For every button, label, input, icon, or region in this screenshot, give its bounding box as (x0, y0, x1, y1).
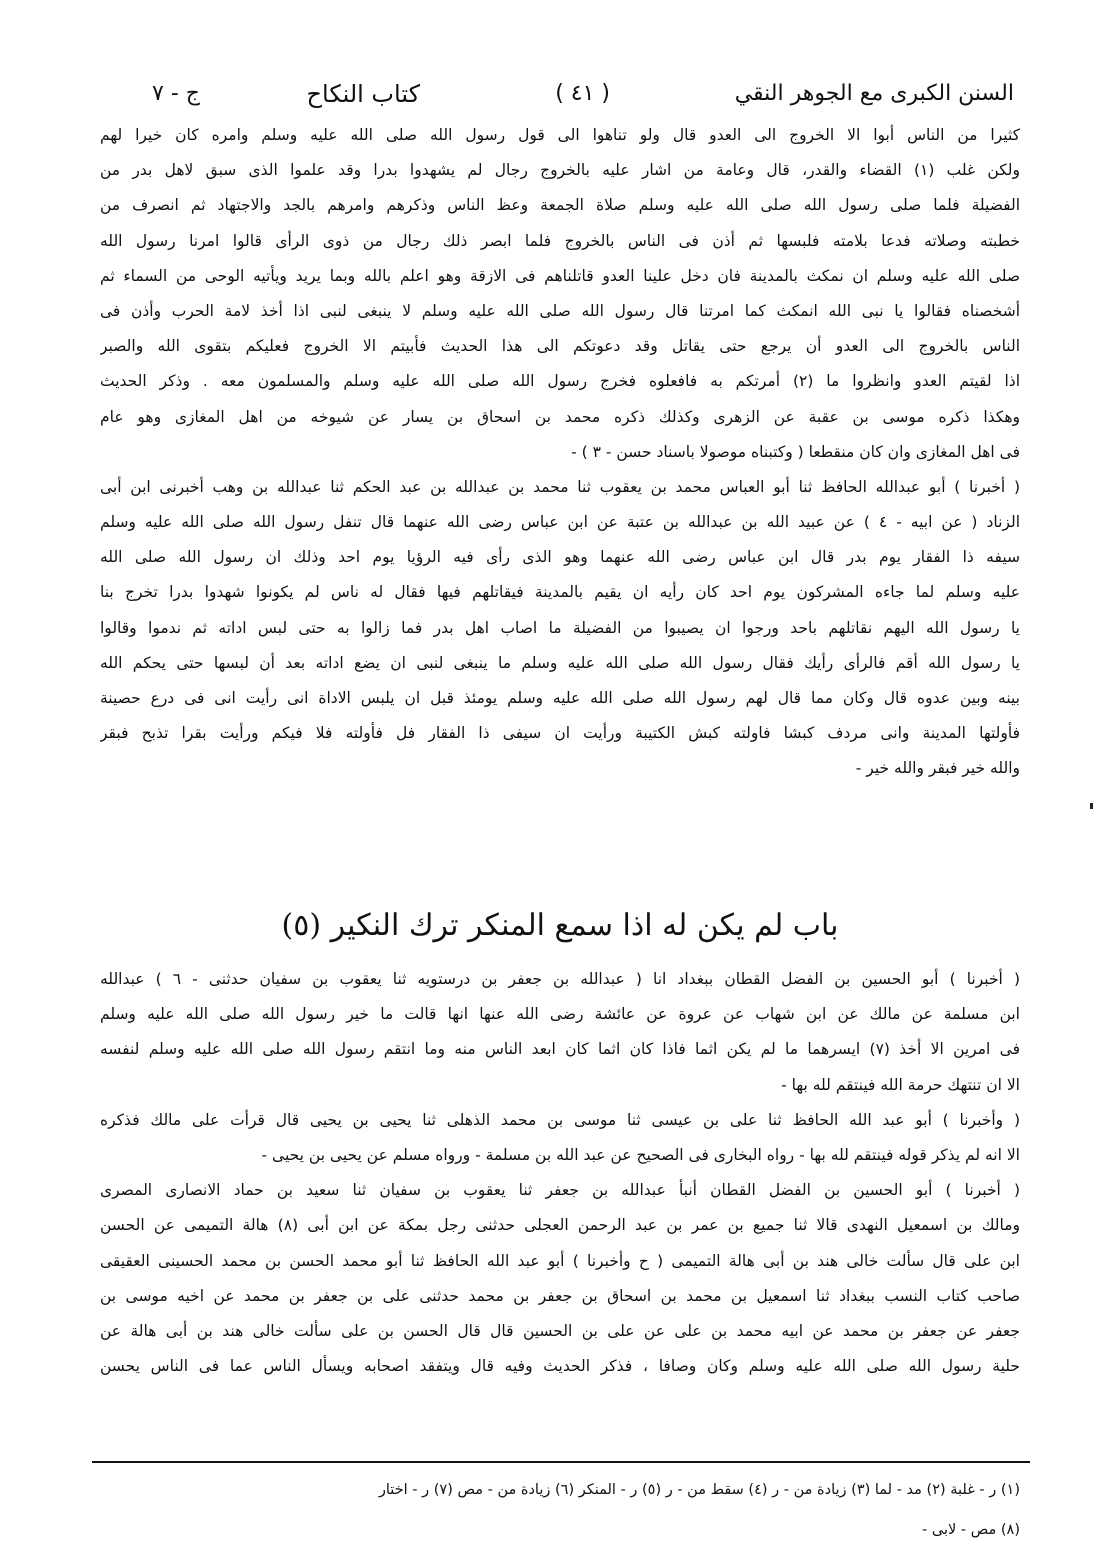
text-line: الزناد ( عن ابيه - ٤ ) عن عبيد الله بن عبدالله بن عتبة عن ابن عباس رضى الله عنهما قال تنفل رسول الله صلى الله عليه وسلم (100, 513, 1020, 532)
footnotes (100, 1470, 1020, 1550)
main-text-section-1 (100, 118, 1020, 787)
text-line: والله خير فبقر والله خير - (855, 759, 1020, 778)
text-line: حلية رسول الله صلى الله عليه وسلم وكان وصافا ، فذكر الحديث وفيه قال ويتفقد اصحابه ويسأل الناس عما فى الناس يحسن (100, 1357, 1020, 1376)
footnote-divider (92, 1461, 1030, 1463)
text-line: فى امرين الا أخذ (٧) ايسرهما ما لم يكن اثما فاذا كان اثما كان ابعد الناس منه وما انتقم رسول الله صلى الله عليه وسلم لنفسه (100, 1040, 1020, 1059)
text-line: الا ان تنتهك حرمة الله فينتقم لله بها - (781, 1075, 1020, 1094)
margin-mark (1090, 803, 1093, 809)
text-line: ولكن غلب (١) القضاء والقدر، قال وعامة من اشار عليه بالخروج رجال لم يشهدوا بدرا وقد علموا الذى سبق لاهل بدر من (100, 161, 1020, 180)
page-number: ( ٤١ ) (555, 81, 610, 106)
text-line: بينه وبين عدوه قال وكان مما قال لهم رسول الله صلى الله عليه وسلم يومئذ قبل ان يلبس الاداة انى رأيت انى فى درع حصينة (100, 689, 1020, 707)
document-page (100, 0, 1020, 1541)
chapter-heading: باب لم يكن له اذا سمع المنكر ترك النكير (٥) (281, 908, 839, 943)
volume-number: ج - ٧ (152, 81, 200, 106)
footnote-line: (٨) مص - لابى - (922, 1522, 1020, 1538)
text-line: سيفه ذا الفقار يوم بدر قال ابن عباس رضى الله عنهما وهو الذى رأى فيه الرؤيا يوم احد وذلك ان رسول الله صلى الله (100, 548, 1020, 567)
text-line: صاحب كتاب النسب ببغداد ثنا اسمعيل بن محمد بن اسحاق بن جعفر بن محمد حدثنى على بن جعفر بن محمد عن اخيه موسى بن (100, 1286, 1020, 1305)
text-line: ( أخبرنا ) أبو عبدالله الحافظ ثنا أبو العباس محمد بن يعقوب ثنا محمد بن عبدالله بن عبد الحكم ثنا عبدالله بن وهب أخبرنى ابن أبى (100, 477, 1020, 496)
text-line: ابن على قال سألت خالى هند بن أبى هالة التميمى ( ح وأخبرنا ) أبو عبد الله الحافظ ثنا أبو محمد الحسن بن محمد الحسينى العقيقى (100, 1251, 1020, 1270)
text-line: جعفر عن جعفر بن محمد عن ابيه محمد بن على عن على بن الحسين قال قال الحسن بن على سألت خالى هند بن أبى هالة عن (100, 1321, 1020, 1340)
text-line: أشخصناه فقالوا يا نبى الله انمكث كما امرتنا قال رسول الله صلى الله عليه وسلم لا ينبغى لنبى اذا أخذ لامة الحرب وأذن فى (100, 301, 1020, 320)
text-line: كثيرا من الناس أبوا الا الخروج الى العدو قال ولو تناهوا الى قول رسول الله صلى الله عليه وسلم وامره كان خيرا لهم (100, 126, 1020, 144)
text-line: يا رسول الله أقم فالرأى رأيك فقال رسول الله صلى الله عليه وسلم ما ينبغى لنبى ان يضع اداته بعد أن لبسها حتى يحكم الله (100, 653, 1020, 672)
text-line: ( وأخبرنا ) أبو عبد الله الحافظ ثنا على بن عيسى ثنا موسى بن محمد الذهلى ثنا يحيى بن يحيى قال قرأت على مالك فذكره (100, 1110, 1020, 1129)
text-line: فأولتها المدينة وانى مردف كبشا فاولته كبش الكتيبة ورأيت ان سيفى ذا الفقار فل فأولته فلا فيكم ورأيت بقرا تذبح فبقر (100, 724, 1020, 743)
text-line: ومالك بن اسمعيل النهدى قالا ثنا جميع بن عمر بن عبد الرحمن العجلى حدثنى رجل بمكة عن ابن أبى (٨) هالة التميمى عن الحسن (100, 1216, 1020, 1235)
text-line: ابن مسلمة عن مالك عن ابن شهاب عن عروة عن عائشة رضى الله عنها انها قالت ما خير رسول الله صلى الله عليه وسلم (100, 1005, 1020, 1024)
text-line: صلى الله عليه وسلم ان نمكث بالمدينة فان دخل علينا العدو قاتلناهم فى الازقة وهو اعلم بالله وبما يريد ويأتيه الوحى من السماء ثم (100, 266, 1020, 285)
main-text-section-2 (100, 962, 1020, 1384)
text-line: الناس بالخروج الى العدو أن يرجع حتى يقاتل وقد دعوتكم الى هذا الحديث فأبيتم الا الخروج فعليكم بتقوى الله والصبر (100, 337, 1020, 356)
footnote-line: (١) ر - غلبة (٢) مد - لما (٣) زيادة من - ر (٤) سقط من - ر (٥) ر - المنكر (٦) زيادة من - مص (٧) ر - اختار (378, 1482, 1020, 1498)
text-line: يا رسول الله اليهم نقاتلهم باحد ورجوا ان يصيبوا من الفضيلة ما اصاب اهل بدر فما زالوا به حتى لبس اداته ثم ندموا وقالوا (100, 618, 1020, 637)
text-line: الا انه لم يذكر قوله فينتقم لله بها - رواه البخارى فى الصحيح عن عبد الله بن مسلمة - ورواه مسلم عن يحيى بن يحيى - (261, 1145, 1020, 1164)
text-line: خطبته وصلاته فدعا بلامته فلبسها ثم أذن فى الناس بالخروج فلما ابصر ذلك رجال من ذوى الرأى قالوا امرنا رسول الله (100, 231, 1020, 250)
text-line: اذا لقيتم العدو وانظروا ما (٢) أمرتكم به فافعلوه فخرج رسول الله صلى الله عليه وسلم والمسلمون معه . وذكر الحديث (100, 372, 1020, 391)
text-line: الفضيلة فلما صلى رسول الله صلى الله عليه وسلم صلاة الجمعة وعظ الناس وذكرهم وامرهم بالجد والاجتهاد ثم انصرف من (100, 196, 1020, 215)
text-line: ( أخبرنا ) أبو الحسين بن الفضل القطان ببغداد انا ( عبدالله بن جعفر بن درستويه ثنا يعقوب بن سفيان حدثنى - ٦ ) عبدالله (100, 970, 1020, 988)
text-line: ( أخبرنا ) أبو الحسين بن الفضل القطان أنبأ عبدالله بن جعفر ثنا يعقوب بن سفيان ثنا سعيد بن حماد الانصارى المصرى (100, 1181, 1020, 1200)
text-line: فى اهل المغازى وان كان منقطعا ( وكتبناه موصولا باسناد حسن - ٣ ) - (571, 442, 1020, 461)
text-line: وهكذا ذكره موسى بن عقبة عن الزهرى وكذلك ذكره محمد بن اسحاق بن يسار عن شيوخه من اهل المغازى وهو عام (100, 407, 1020, 426)
text-line: عليه وسلم لما جاءه المشركون يوم احد كان رأيه ان يقيم بالمدينة فيقاتلهم فيها فقال له ناس لم يكونوا شهدوا بدرا تخرج بنا (100, 583, 1020, 602)
book-title: السنن الكبرى مع الجوهر النقي (734, 81, 1014, 106)
running-header (100, 74, 1020, 114)
chapter-name: كتاب النكاح (306, 80, 420, 108)
